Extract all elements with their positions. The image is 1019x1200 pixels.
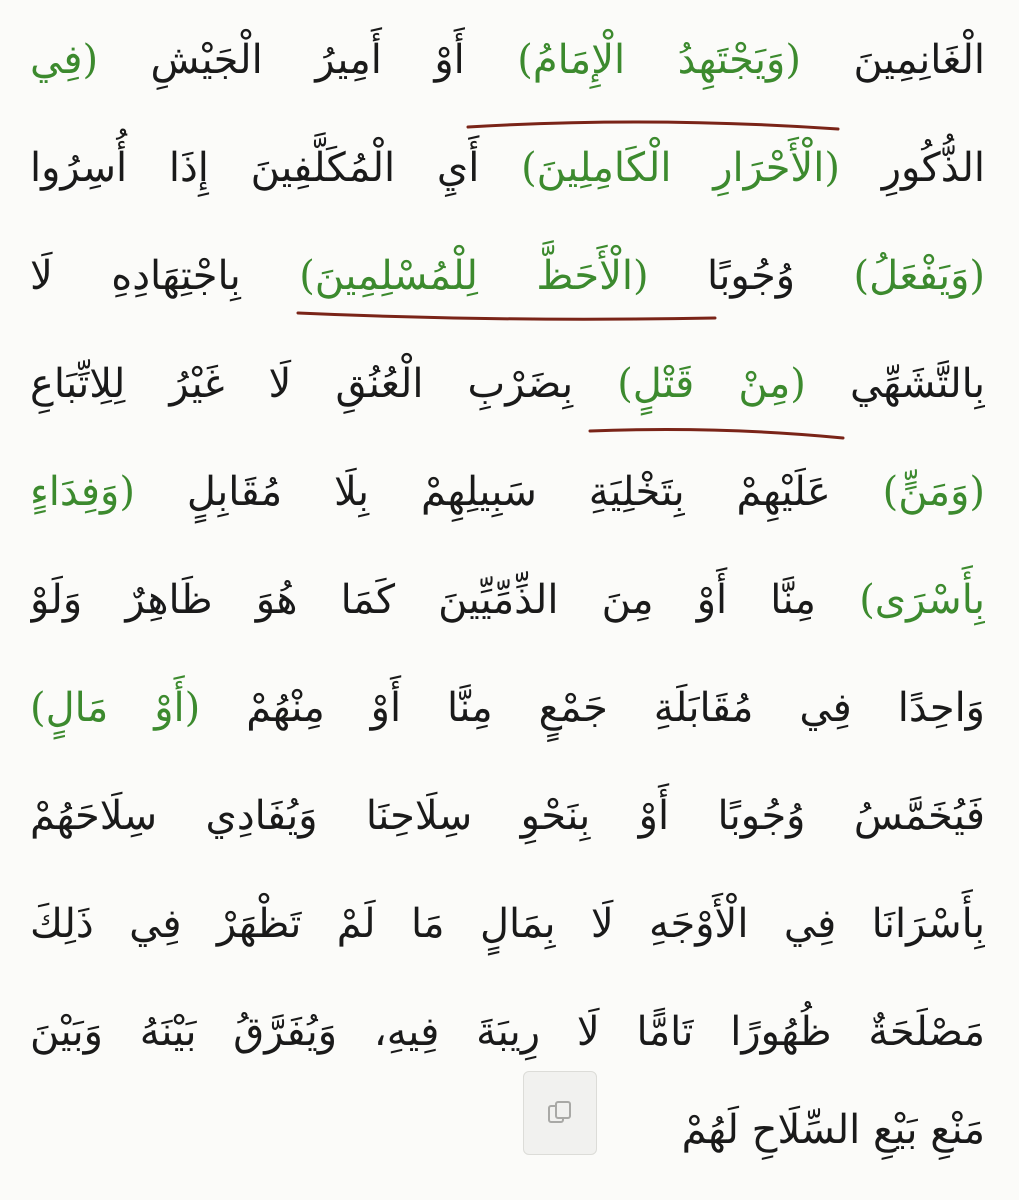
text-line-11 bbox=[30, 1090, 985, 1170]
copy-button[interactable] bbox=[523, 1071, 597, 1155]
matn-text: (وَيَفْعَلُ) bbox=[853, 253, 985, 299]
sharh-text: وُجُوبًا bbox=[707, 253, 796, 299]
sharh-text: مِنَّا أَوْ مِنَ الذِّمِّيِّينَ كَمَا هُوَ ظَاهِرٌ وَلَوْ bbox=[30, 577, 816, 623]
text-line-9 bbox=[30, 884, 985, 964]
sharh-text: وَاحِدًا فِي مُقَابَلَةِ جَمْعٍ مِنَّا أَوْ مِنْهُمْ bbox=[246, 685, 985, 731]
sharh-text: بِضَرْبِ الْعُنُقِ لَا غَيْرُ لِلِاتِّبَاعِ bbox=[30, 361, 574, 407]
text-line-8 bbox=[30, 776, 985, 856]
sharh-text: مَصْلَحَةٌ ظُهُورًا تَامًّا لَا رِيبَةَ فِيهِ، وَيُفَرَّقُ بَيْنَهُ وَبَيْنَ bbox=[30, 1009, 985, 1055]
matn-text: بِأَسْرَى) bbox=[859, 577, 985, 623]
matn-text: (الْأَحْرَارِ الْكَامِلِينَ) bbox=[521, 145, 840, 191]
matn-text: (مِنْ قَتْلٍ) bbox=[617, 361, 806, 407]
matn-text: (وَيَجْتَهِدُ الْإِمَامُ) bbox=[517, 37, 801, 83]
text-line-4 bbox=[30, 344, 985, 424]
sharh-text: عَلَيْهِمْ بِتَخْلِيَةِ سَبِيلِهِمْ بِلَا مُقَابِلٍ bbox=[186, 469, 831, 515]
sharh-text: الذُّكُورِ bbox=[881, 145, 985, 191]
sharh-text: فَيُخَمَّسُ وُجُوبًا أَوْ بِنَحْوِ سِلَاحِنَا وَيُفَادِي سِلَاحَهُمْ bbox=[30, 793, 985, 839]
matn-text: (أَوْ مَالٍ) bbox=[30, 685, 201, 731]
copy-icon bbox=[545, 1098, 575, 1128]
text-line-7 bbox=[30, 668, 985, 748]
matn-text: (وَمَنٍّ) bbox=[882, 469, 985, 515]
text-line-5 bbox=[30, 452, 985, 532]
text-line-3 bbox=[30, 236, 985, 316]
text-line-10 bbox=[30, 992, 985, 1072]
text-line-1 bbox=[30, 20, 985, 100]
sharh-text: بِأَسْرَانَا فِي الْأَوْجَهِ لَا بِمَالٍ مَا لَمْ تَظْهَرْ فِي ذَلِكَ bbox=[30, 901, 985, 947]
matn-text: (وَفِدَاءٍ bbox=[30, 469, 135, 515]
sharh-text: بِاجْتِهَادِهِ لَا bbox=[30, 253, 241, 299]
matn-text: (فِي bbox=[30, 37, 99, 83]
sharh-text: مَنْعِ بَيْعِ السِّلَاحِ لَهُمْ bbox=[681, 1107, 985, 1153]
matn-text: (الْأَحَظَّ لِلْمُسْلِمِينَ) bbox=[299, 253, 649, 299]
sharh-text: الْغَانِمِينَ bbox=[853, 37, 985, 83]
sharh-text: بِالتَّشَهِّي bbox=[849, 361, 985, 407]
sharh-text: أَوْ أَمِيرُ الْجَيْشِ bbox=[150, 37, 465, 83]
sharh-text: أَيِ الْمُكَلَّفِينَ إِذَا أُسِرُوا bbox=[30, 145, 480, 191]
text-line-2 bbox=[30, 128, 985, 208]
underline-mark bbox=[590, 430, 843, 438]
text-line-6 bbox=[30, 560, 985, 640]
